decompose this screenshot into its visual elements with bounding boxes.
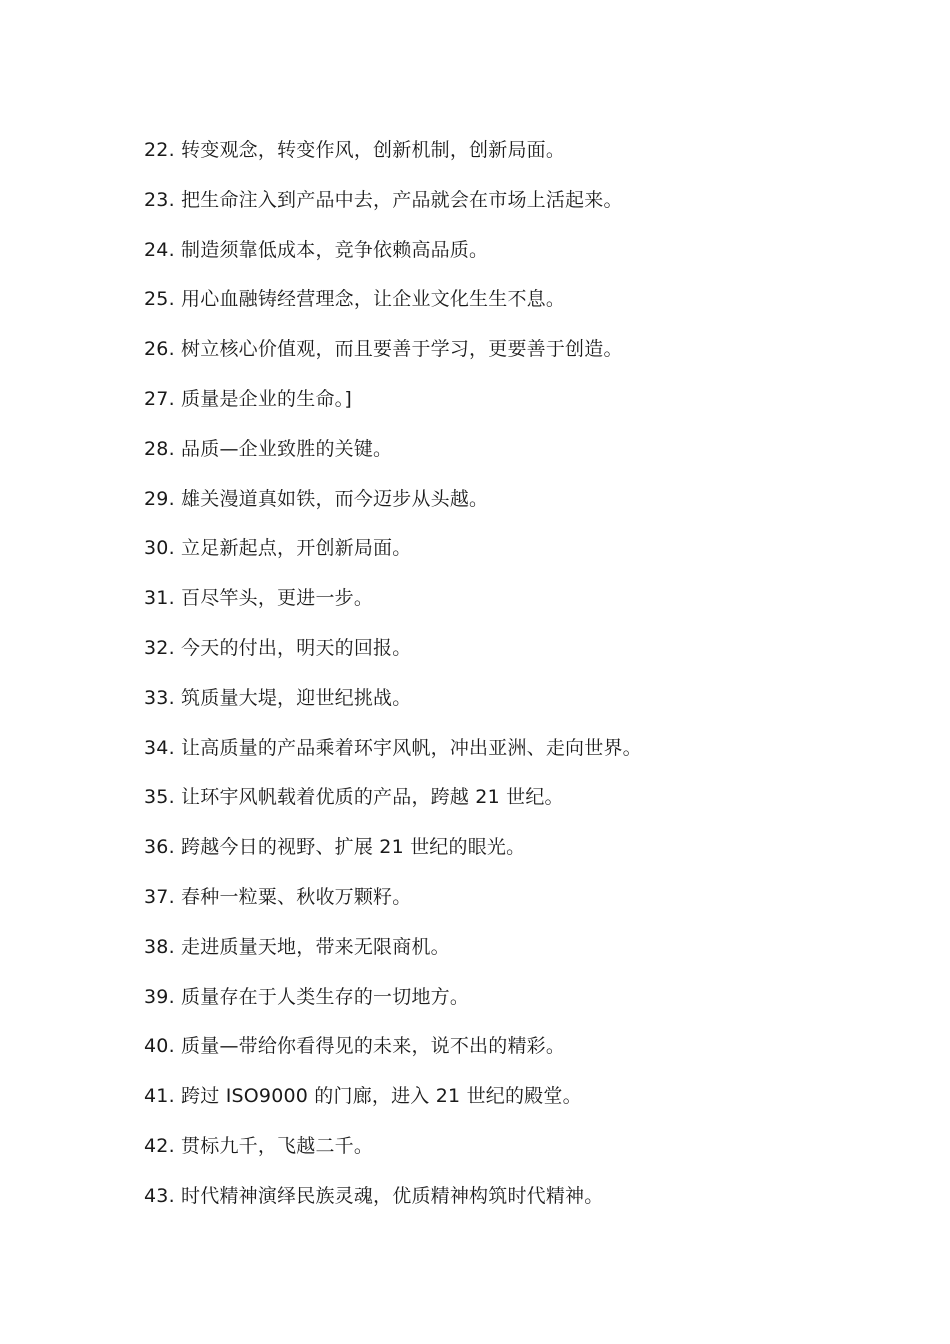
list-item: 26. 树立核心价值观，而且要善于学习，更要善于创造。 (144, 338, 623, 361)
list-item: 29. 雄关漫道真如铁，而今迈步从头越。 (144, 487, 489, 510)
list-item: 27. 质量是企业的生命。] (144, 387, 352, 410)
list-item: 25. 用心血融铸经营理念，让企业文化生生不息。 (144, 288, 566, 311)
list-item: 37. 春种一粒粟、秋收万颗籽。 (144, 885, 412, 908)
list-item: 35. 让环宇风帆载着优质的产品，跨越 21 世纪。 (144, 786, 564, 809)
list-item: 36. 跨越今日的视野、扩展 21 世纪的眼光。 (144, 836, 526, 859)
list-item: 28. 品质—企业致胜的关键。 (144, 437, 393, 460)
list-item: 32. 今天的付出，明天的回报。 (144, 636, 412, 659)
list-item: 38. 走进质量天地，带来无限商机。 (144, 935, 450, 958)
list-item: 42. 贯标九千，飞越二千。 (144, 1134, 374, 1157)
list-item: 41. 跨过 ISO9000 的门廊，进入 21 世纪的殿堂。 (144, 1085, 582, 1108)
slogan-list (144, 136, 904, 1232)
list-item: 39. 质量存在于人类生存的一切地方。 (144, 985, 470, 1008)
list-item: 22. 转变观念，转变作风，创新机制，创新局面。 (144, 139, 566, 161)
list-item: 33. 筑质量大堤，迎世纪挑战。 (144, 686, 412, 709)
list-item: 40. 质量—带给你看得见的未来，说不出的精彩。 (144, 1035, 566, 1058)
list-item: 31. 百尽竿头，更进一步。 (144, 587, 374, 610)
list-item: 43. 时代精神演绎民族灵魂，优质精神构筑时代精神。 (144, 1184, 604, 1207)
list-item: 24. 制造须靠低成本，竞争依赖高品质。 (144, 238, 489, 261)
list-item: 23. 把生命注入到产品中去，产品就会在市场上活起来。 (144, 188, 623, 211)
list-item: 34. 让高质量的产品乘着环宇风帆，冲出亚洲、走向世界。 (144, 736, 642, 759)
list-item: 30. 立足新起点，开创新局面。 (144, 537, 412, 560)
